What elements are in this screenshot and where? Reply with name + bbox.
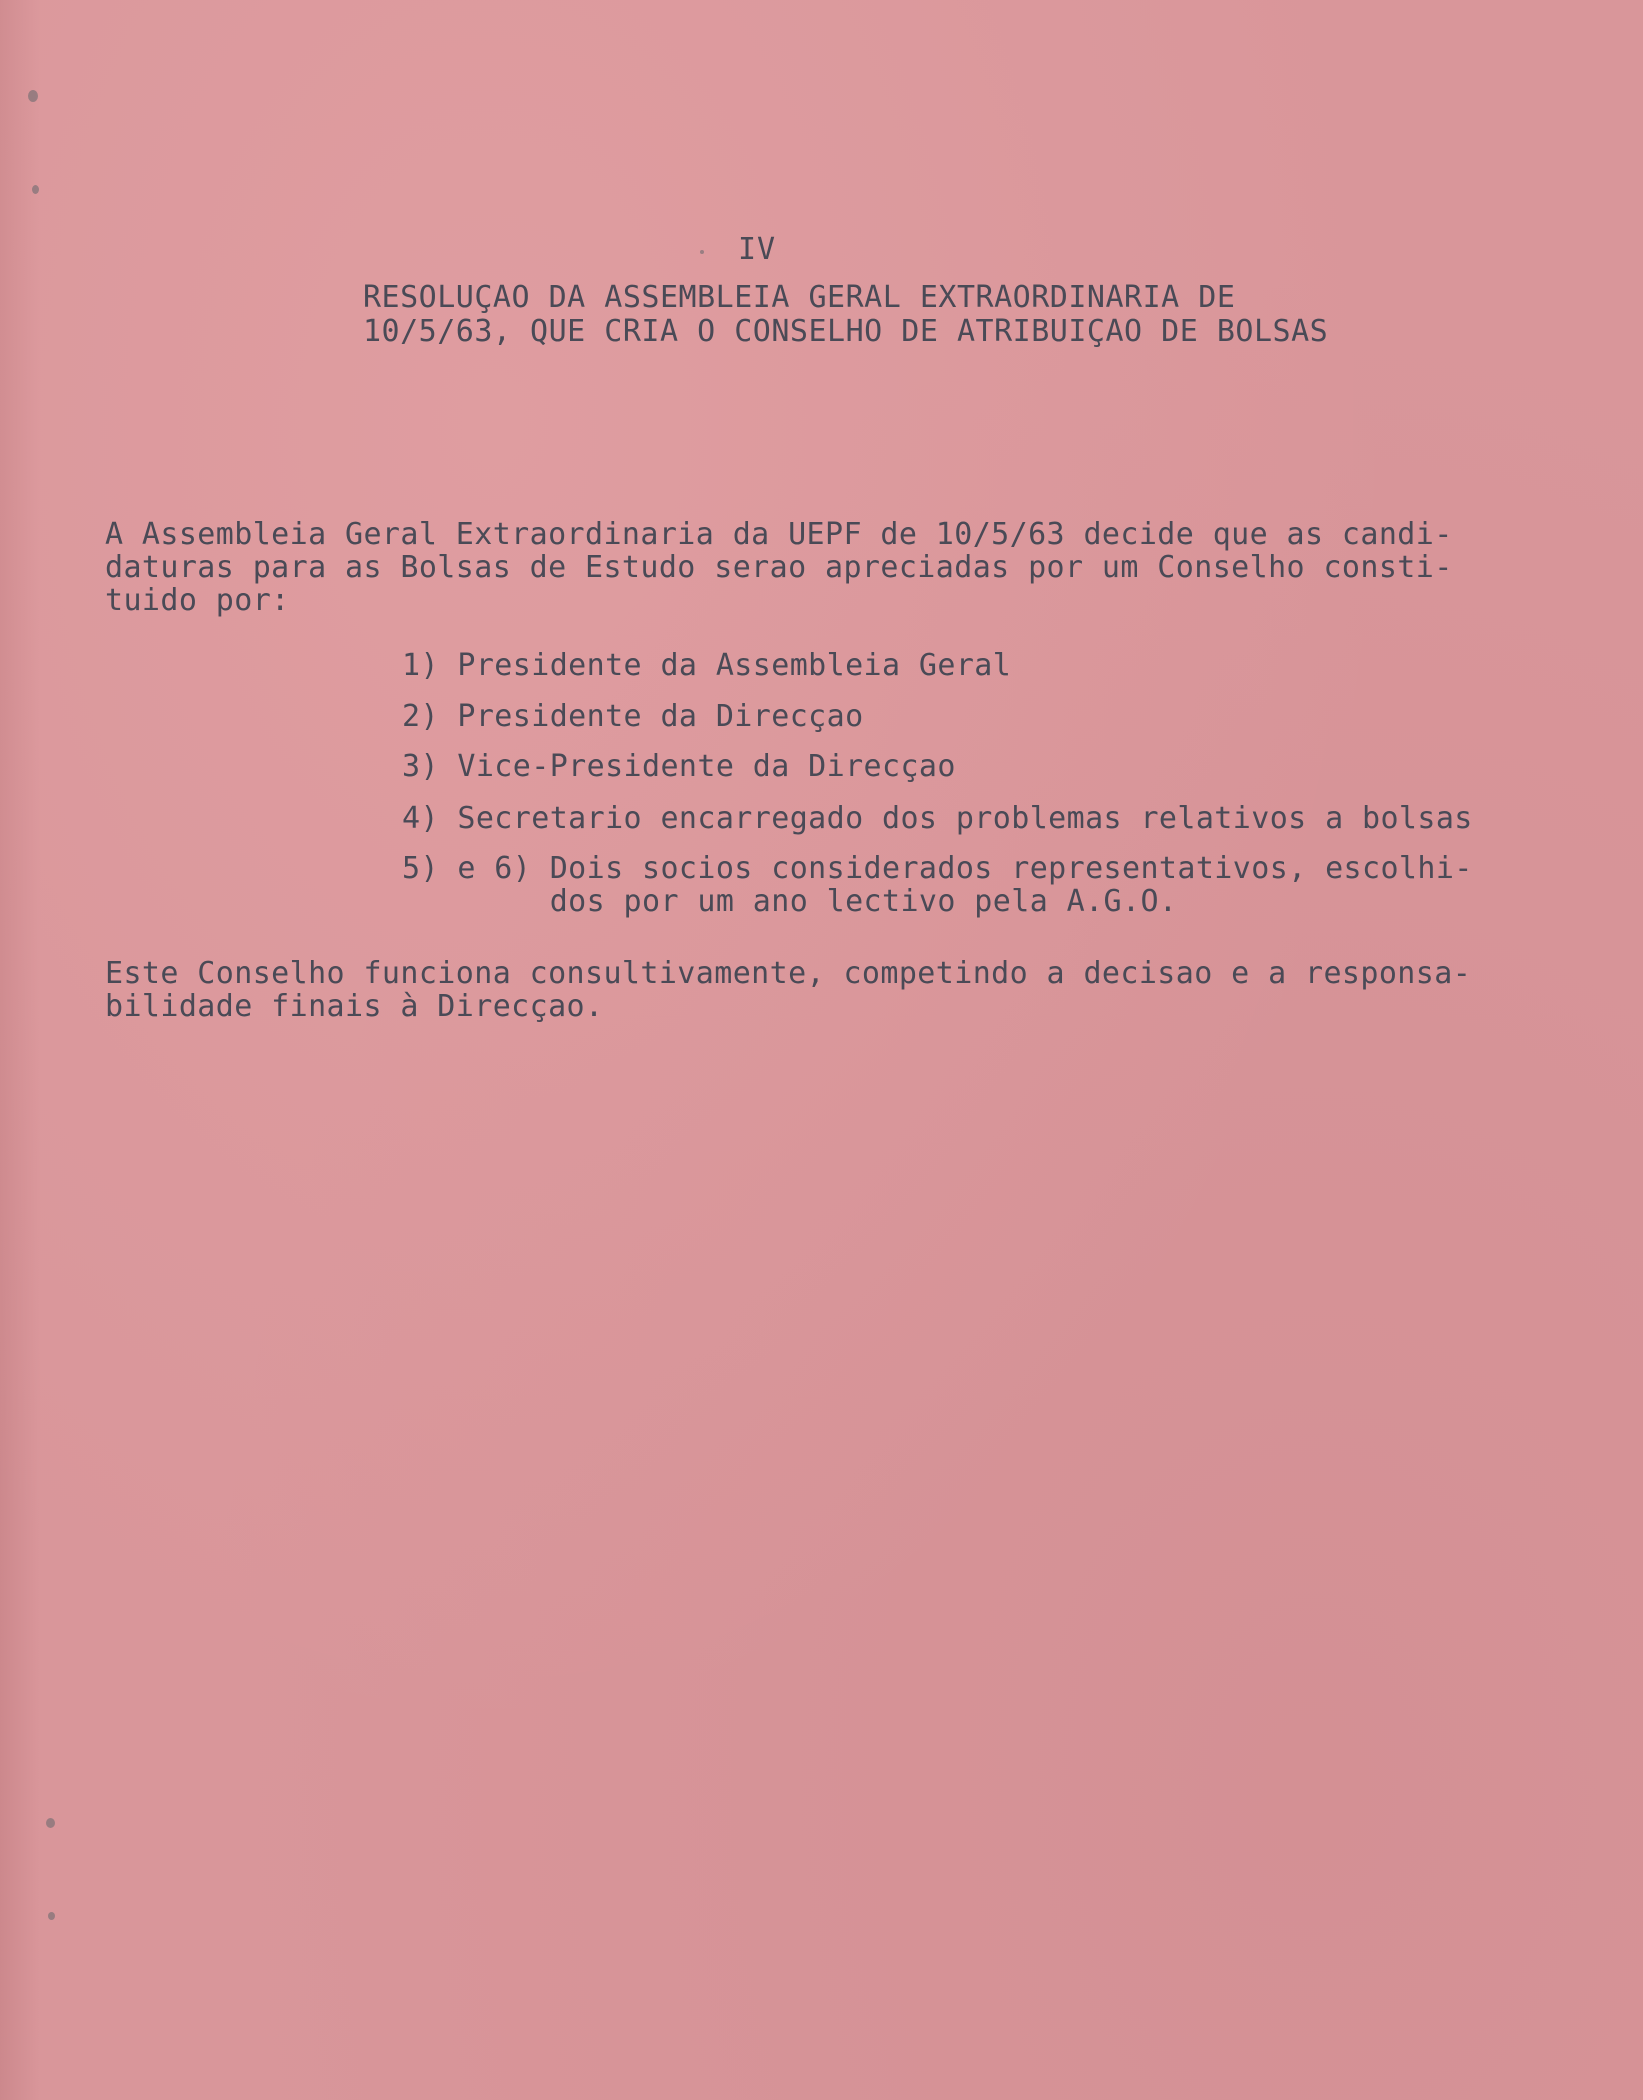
list-item: 1) Presidente da Assembleia Geral [402,648,1012,683]
paper-speck [700,250,704,254]
title-line-1: RESOLUÇAO DA ASSEMBLEIA GERAL EXTRAORDINARIA DE [363,280,1236,315]
paper-speck [48,1912,55,1920]
list-item: 3) Vice-Presidente da Direcçao [402,749,956,784]
intro-paragraph [105,518,1555,617]
intro-line-2: daturas para as Bolsas de Estudo serao apreciadas por um Conselho consti- [105,550,1453,585]
section-number: IV [738,232,777,267]
intro-line-1: A Assembleia Geral Extraordinaria da UEPF de 10/5/63 decide que as candi- [105,517,1453,552]
paper-speck [32,185,39,194]
list-item: 5) e 6) Dois socios considerados representativos, escolhi- [402,851,1473,886]
closing-line-2: bilidade finais à Direcçao. [105,989,604,1024]
closing-line-1: Este Conselho funciona consultivamente, competindo a decisao e a responsa- [105,956,1472,991]
paper-speck [28,90,38,102]
list-item: dos por um ano lectivo pela A.G.O. [402,884,1178,919]
intro-line-3: tuido por: [105,583,290,618]
list-item: 2) Presidente da Direcçao [402,699,864,734]
document-title [363,281,1328,349]
closing-paragraph [105,957,1471,1023]
title-line-2: 10/5/63, QUE CRIA O CONSELHO DE ATRIBUIÇAO DE BOLSAS [363,314,1329,349]
paper-speck [46,1818,55,1828]
list-item: 4) Secretario encarregado dos problemas relativos a bolsas [402,801,1473,836]
